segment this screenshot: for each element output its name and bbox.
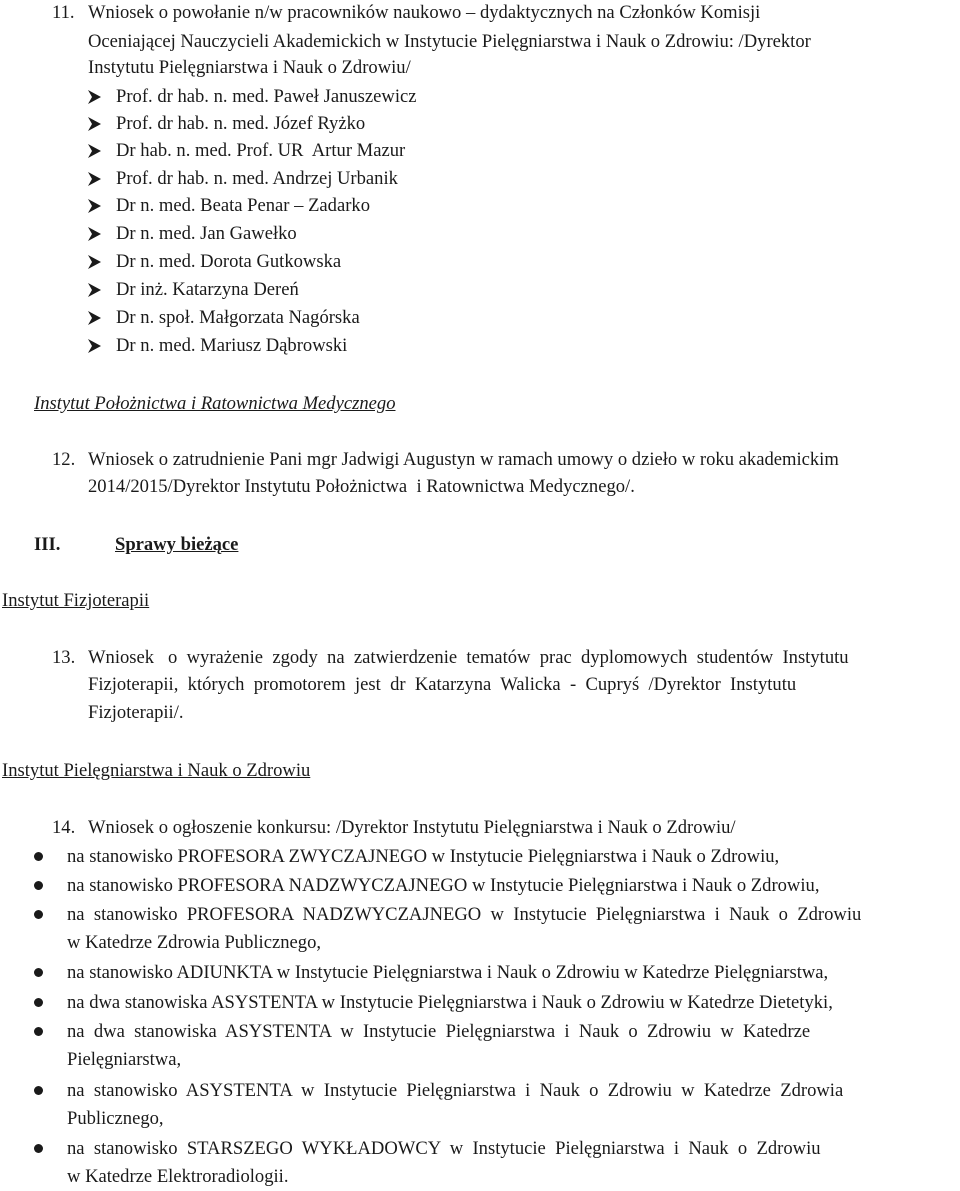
bullet-icon xyxy=(34,1086,43,1095)
member-name: Dr n. med. Mariusz Dąbrowski xyxy=(116,335,348,356)
item-number: 11. xyxy=(52,2,75,23)
position-text-continued: w Katedrze Elektroradiologii. xyxy=(67,1166,289,1187)
position-text: na dwa stanowiska ASYSTENTA w Instytucie Pielęgniarstwa i Nauk o Zdrowiu w Katedrze xyxy=(67,1021,811,1042)
member-name: Prof. dr hab. n. med. Andrzej Urbanik xyxy=(116,168,398,189)
bullet-icon xyxy=(34,910,43,919)
member-name: Dr n. społ. Małgorzata Nagórska xyxy=(116,307,360,328)
position-text: na stanowisko PROFESORA NADZWYCZAJNEGO w Instytucie Pielęgniarstwa i Nauk o Zdrowiu xyxy=(67,904,862,925)
item-number: 12. xyxy=(52,449,76,470)
position-text: na dwa stanowiska ASYSTENTA w Instytucie Pielęgniarstwa i Nauk o Zdrowiu w Katedrze Dietetyki, xyxy=(67,992,833,1013)
position-text-continued: Publicznego, xyxy=(67,1108,164,1129)
position-text: na stanowisko ADIUNKTA w Instytucie Pielęgniarstwa i Nauk o Zdrowiu w Katedrze Pielęgniarstwa, xyxy=(67,962,829,983)
item-text-line: Fizjoterapii, których promotorem jest dr Katarzyna Walicka - Cupryś /Dyrektor Instytutu xyxy=(88,674,797,695)
item-text-line: Instytutu Pielęgniarstwa i Nauk o Zdrowiu/ xyxy=(88,57,411,78)
arrow-bullet-icon xyxy=(88,172,101,186)
member-name: Dr n. med. Beata Penar – Zadarko xyxy=(116,195,371,216)
section-heading: Instytut Fizjoterapii xyxy=(2,590,150,611)
bullet-icon xyxy=(34,881,43,890)
item-number: 13. xyxy=(52,647,76,668)
bullet-icon xyxy=(34,1144,43,1153)
member-name: Prof. dr hab. n. med. Józef Ryżko xyxy=(116,113,366,134)
member-name: Prof. dr hab. n. med. Paweł Januszewicz xyxy=(116,86,417,107)
bullet-icon xyxy=(34,1027,43,1036)
bullet-icon xyxy=(34,968,43,977)
section-heading: Instytut Pielęgniarstwa i Nauk o Zdrowiu xyxy=(2,760,311,781)
part-numeral: III. xyxy=(34,534,61,555)
member-name: Dr hab. n. med. Prof. UR Artur Mazur xyxy=(116,140,406,161)
section-heading: Instytut Położnictwa i Ratownictwa Medycznego xyxy=(34,393,396,414)
arrow-bullet-icon xyxy=(88,199,101,213)
arrow-bullet-icon xyxy=(88,339,101,353)
item-text-line: Wniosek o zatrudnienie Pani mgr Jadwigi Augustyn w ramach umowy o dzieło w roku akademickim xyxy=(88,449,839,470)
arrow-bullet-icon xyxy=(88,227,101,241)
bullet-icon xyxy=(34,998,43,1007)
part-title: Sprawy bieżące xyxy=(115,534,239,555)
item-text-line: Wniosek o wyrażenie zgody na zatwierdzenie tematów prac dyplomowych studentów Instytutu xyxy=(88,647,849,668)
member-name: Dr n. med. Jan Gawełko xyxy=(116,223,297,244)
arrow-bullet-icon xyxy=(88,311,101,325)
position-text: na stanowisko PROFESORA ZWYCZAJNEGO w Instytucie Pielęgniarstwa i Nauk o Zdrowiu, xyxy=(67,846,780,867)
arrow-bullet-icon xyxy=(88,144,101,158)
arrow-bullet-icon xyxy=(88,255,101,269)
position-text: na stanowisko ASYSTENTA w Instytucie Pielęgniarstwa i Nauk o Zdrowiu w Katedrze Zdrowia xyxy=(67,1080,844,1101)
member-name: Dr inż. Katarzyna Dereń xyxy=(116,279,299,300)
member-name: Dr n. med. Dorota Gutkowska xyxy=(116,251,342,272)
item-text-line: Wniosek o powołanie n/w pracowników naukowo – dydaktycznych na Członków Komisji xyxy=(88,2,761,23)
arrow-bullet-icon xyxy=(88,90,101,104)
item-number: 14. xyxy=(52,817,76,838)
item-text-line: Wniosek o ogłoszenie konkursu: /Dyrektor Instytutu Pielęgniarstwa i Nauk o Zdrowiu/ xyxy=(88,817,736,838)
bullet-icon xyxy=(34,852,43,861)
position-text: na stanowisko STARSZEGO WYKŁADOWCY w Instytucie Pielęgniarstwa i Nauk o Zdrowiu xyxy=(67,1138,821,1159)
position-text-continued: Pielęgniarstwa, xyxy=(67,1049,182,1070)
arrow-bullet-icon xyxy=(88,117,101,131)
arrow-bullet-icon xyxy=(88,283,101,297)
item-text-line: Oceniającej Nauczycieli Akademickich w Instytucie Pielęgniarstwa i Nauk o Zdrowiu: /Dyrektor xyxy=(88,31,811,52)
item-text-line: Fizjoterapii/. xyxy=(88,702,184,723)
position-text: na stanowisko PROFESORA NADZWYCZAJNEGO w Instytucie Pielęgniarstwa i Nauk o Zdrowiu, xyxy=(67,875,820,896)
position-text-continued: w Katedrze Zdrowia Publicznego, xyxy=(67,932,322,953)
item-text-line: 2014/2015/Dyrektor Instytutu Położnictwa i Ratownictwa Medycznego/. xyxy=(88,476,635,497)
